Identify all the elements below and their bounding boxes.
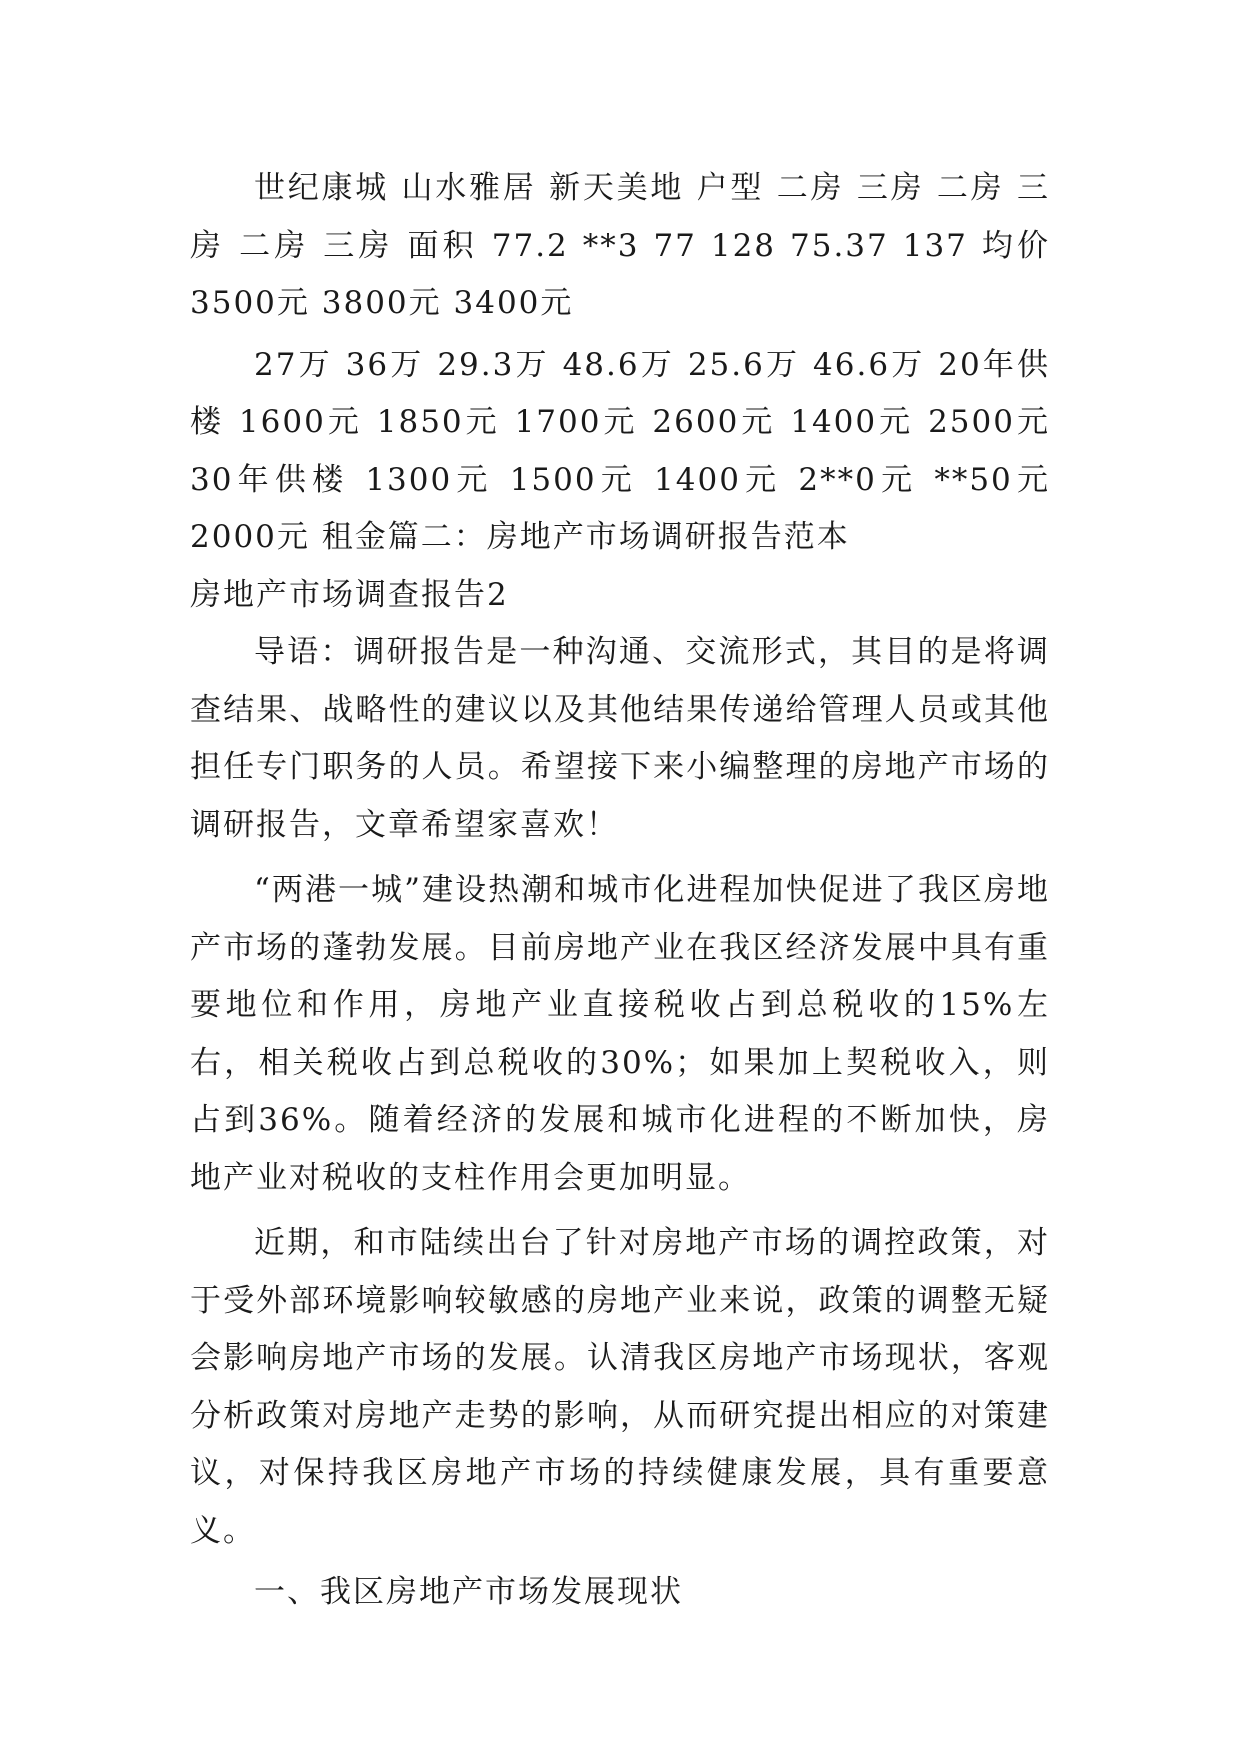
table-row-prices: 27万 36万 29.3万 48.6万 25.6万 46.6万 20年供楼 1600元 1850元 1700元 2600元 1400元 2500元 30年供楼 1300元 1500元 1400元 2**0元 **50元 2000元 租金篇二：房地产市场调研报告范本	[190, 346, 1050, 555]
document-body	[190, 160, 1050, 1622]
intro-paragraph: 导语：调研报告是一种沟通、交流形式，其目的是将调查结果、战略性的建议以及其他结果传递给管理人员或其他担任专门职务的人员。希望接下来小编整理的房地产市场的调研报告，文章希望家喜欢！	[190, 634, 1050, 843]
background-paragraph: “两港一城”建设热潮和城市化进程加快促进了我区房地产市场的蓬勃发展。目前房地产业在我区经济发展中具有重要地位和作用，房地产业直接税收占到总税收的15%左右，相关税收占到总税收的30%；如果加上契税收入，则占到36%。随着经济的发展和城市化进程的不断加快，房地产业对税收的支柱作用会更加明显。	[190, 872, 1050, 1196]
section-heading: 一、我区房地产市场发展现状	[254, 1574, 683, 1610]
report-title: 房地产市场调查报告2	[190, 576, 509, 613]
table-row-units: 世纪康城 山水雅居 新天美地 户型 二房 三房 二房 三房 二房 三房 面积 77.2 **3 77 128 75.37 137 均价 3500元 3800元 3400元	[190, 170, 1050, 321]
policy-paragraph: 近期，和市陆续出台了针对房地产市场的调控政策，对于受外部环境影响较敏感的房地产业来说，政策的调整无疑会影响房地产市场的发展。认清我区房地产市场现状，客观分析政策对房地产走势的影响，从而研究提出相应的对策建议，对保持我区房地产市场的持续健康发展，具有重要意义。	[190, 1225, 1050, 1549]
